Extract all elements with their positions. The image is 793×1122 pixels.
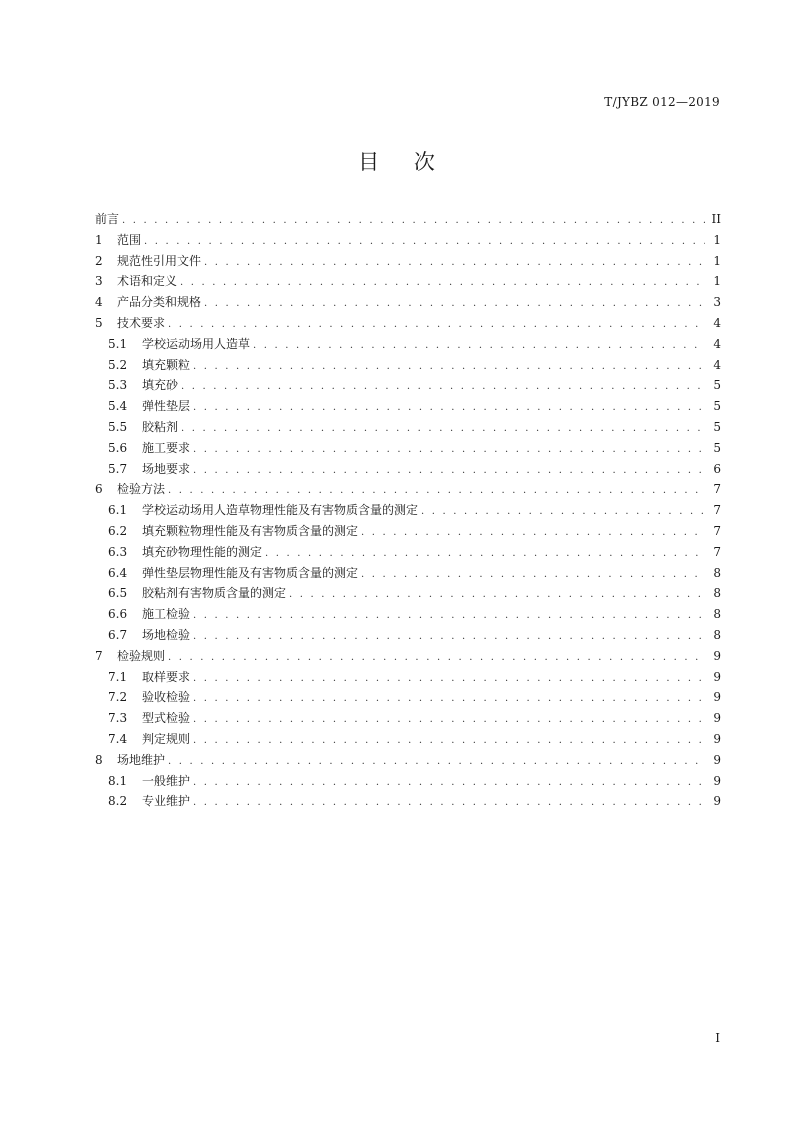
toc-dot-leader bbox=[193, 627, 705, 648]
toc-entry[interactable] bbox=[95, 521, 721, 542]
toc-entry-number: 5.5 bbox=[108, 419, 128, 434]
toc-dot-leader bbox=[193, 773, 705, 794]
toc-entry-page: 1 bbox=[713, 253, 721, 268]
toc-entry-number: 7.4 bbox=[108, 731, 128, 746]
toc-entry-number: 8 bbox=[95, 752, 103, 767]
toc-entry-page: 9 bbox=[713, 794, 721, 809]
toc-dot-leader bbox=[181, 419, 705, 440]
toc-dot-leader bbox=[144, 232, 705, 253]
toc-dot-leader bbox=[193, 731, 705, 752]
toc-entry-label: 产品分类和规格 bbox=[117, 295, 202, 310]
toc-dot-leader bbox=[361, 565, 705, 586]
toc-entry[interactable] bbox=[95, 500, 721, 521]
toc-entry[interactable] bbox=[95, 438, 721, 459]
toc-entry-page: 3 bbox=[713, 295, 721, 310]
toc-dot-leader bbox=[180, 273, 705, 294]
toc-entry[interactable] bbox=[95, 791, 721, 812]
toc-entry[interactable] bbox=[95, 459, 721, 480]
toc-entry[interactable] bbox=[95, 771, 721, 792]
toc-entry-page: 9 bbox=[713, 752, 721, 767]
toc-entry[interactable] bbox=[95, 542, 721, 563]
toc-entry-label: 填充砂 bbox=[142, 378, 179, 393]
toc-entry-label: 前言 bbox=[95, 212, 120, 226]
toc-entry-page: 5 bbox=[713, 378, 721, 393]
toc-entry-label: 胶粘剂 bbox=[142, 419, 179, 434]
toc-entry[interactable] bbox=[95, 687, 721, 708]
toc-entry[interactable] bbox=[95, 563, 721, 584]
toc-entry-label: 学校运动场用人造草物理性能及有害物质含量的测定 bbox=[142, 503, 419, 518]
toc-entry[interactable] bbox=[95, 667, 721, 688]
toc-entry-label: 弹性垫层物理性能及有害物质含量的测定 bbox=[142, 565, 359, 580]
toc-entry-label: 施工检验 bbox=[142, 607, 191, 622]
toc-entry-page: 5 bbox=[713, 399, 721, 414]
toc-entry[interactable] bbox=[95, 334, 721, 355]
toc-dot-leader bbox=[193, 398, 705, 419]
toc-entry-label: 术语和定义 bbox=[117, 274, 178, 289]
toc-dot-leader bbox=[193, 606, 705, 627]
toc-entry-label: 胶粘剂有害物质含量的测定 bbox=[142, 586, 287, 601]
toc-entry-number: 6.1 bbox=[108, 503, 128, 518]
toc-entry-number: 7.3 bbox=[108, 711, 128, 726]
toc-dot-leader bbox=[122, 211, 705, 232]
toc-dot-leader bbox=[193, 461, 705, 482]
toc-entry-page: 7 bbox=[713, 523, 721, 538]
toc-entry[interactable] bbox=[95, 417, 721, 438]
toc-dot-leader bbox=[265, 544, 705, 565]
toc-entry-label: 场地维护 bbox=[117, 752, 166, 767]
toc-entry-label: 场地要求 bbox=[142, 461, 191, 476]
toc-entry[interactable] bbox=[95, 355, 721, 376]
toc-entry-number: 4 bbox=[95, 295, 103, 310]
toc-entry-label: 学校运动场用人造草 bbox=[142, 336, 251, 351]
toc-entry-page: II bbox=[711, 212, 721, 226]
toc-entry[interactable] bbox=[95, 479, 721, 500]
toc-dot-leader bbox=[168, 315, 705, 336]
toc-entry-page: 9 bbox=[713, 648, 721, 663]
toc-entry-page: 1 bbox=[713, 274, 721, 289]
toc-entry-number: 5.7 bbox=[108, 461, 128, 476]
toc-dot-leader bbox=[289, 585, 705, 606]
toc-entry-number: 1 bbox=[95, 232, 103, 247]
toc-entry-page: 8 bbox=[713, 607, 721, 622]
toc-entry-number: 5.4 bbox=[108, 399, 128, 414]
toc-entry-page: 8 bbox=[713, 586, 721, 601]
toc-entry[interactable] bbox=[95, 396, 721, 417]
toc-entry-page: 5 bbox=[713, 440, 721, 455]
toc-entry[interactable] bbox=[95, 313, 721, 334]
toc-entry[interactable] bbox=[95, 230, 721, 251]
toc-entry-number: 5 bbox=[95, 315, 103, 330]
toc-entry-number: 2 bbox=[95, 253, 103, 268]
toc-entry-number: 5.1 bbox=[108, 336, 128, 351]
toc-entry-label: 检验方法 bbox=[117, 482, 166, 497]
toc-entry-page: 6 bbox=[713, 461, 721, 476]
toc-entry[interactable] bbox=[95, 750, 721, 771]
toc-entry-label: 取样要求 bbox=[142, 669, 191, 684]
toc-entry[interactable] bbox=[95, 708, 721, 729]
toc-entry-number: 6.7 bbox=[108, 627, 128, 642]
toc-entry[interactable] bbox=[95, 604, 721, 625]
toc-entry-label: 填充颗粒物理性能及有害物质含量的测定 bbox=[142, 523, 359, 538]
toc-entry[interactable] bbox=[95, 209, 721, 230]
toc-entry-page: 7 bbox=[713, 482, 721, 497]
toc-entry-number: 7.1 bbox=[108, 669, 128, 684]
toc-entry-number: 6.3 bbox=[108, 544, 128, 559]
toc-dot-leader bbox=[253, 336, 705, 357]
toc-dot-leader bbox=[204, 294, 705, 315]
toc-entry[interactable] bbox=[95, 583, 721, 604]
toc-entry[interactable] bbox=[95, 375, 721, 396]
toc-entry-number: 5.2 bbox=[108, 357, 128, 372]
toc-entry-page: 9 bbox=[713, 690, 721, 705]
toc-entry-label: 判定规则 bbox=[142, 731, 191, 746]
toc-entry[interactable] bbox=[95, 625, 721, 646]
toc-entry-page: 8 bbox=[713, 565, 721, 580]
toc-entry[interactable] bbox=[95, 729, 721, 750]
toc-entry-page: 4 bbox=[713, 357, 721, 372]
toc-entry-label: 技术要求 bbox=[117, 315, 166, 330]
toc-dot-leader bbox=[168, 481, 705, 502]
page-title: 目 次 bbox=[358, 150, 449, 174]
toc-entry-label: 范围 bbox=[117, 232, 142, 247]
toc-entry-page: 9 bbox=[713, 773, 721, 788]
toc-entry-number: 6 bbox=[95, 482, 103, 497]
toc-dot-leader bbox=[168, 752, 705, 773]
toc-entry[interactable] bbox=[95, 292, 721, 313]
toc-entry-label: 检验规则 bbox=[117, 648, 166, 663]
toc-entry-page: 7 bbox=[713, 503, 721, 518]
toc-entry-page: 5 bbox=[713, 419, 721, 434]
toc-entry-number: 6.4 bbox=[108, 565, 128, 580]
toc-entry-page: 4 bbox=[713, 336, 721, 351]
toc-entry-label: 专业维护 bbox=[142, 794, 191, 809]
toc-entry-label: 弹性垫层 bbox=[142, 399, 191, 414]
toc-entry-number: 8.1 bbox=[108, 773, 128, 788]
toc-entry-page: 8 bbox=[713, 627, 721, 642]
toc-entry-label: 规范性引用文件 bbox=[117, 253, 202, 268]
toc-dot-leader bbox=[193, 669, 705, 690]
toc-entry-label: 填充颗粒 bbox=[142, 357, 191, 372]
toc-entry-label: 型式检验 bbox=[142, 711, 191, 726]
toc-dot-leader bbox=[193, 357, 705, 378]
toc-entry-number: 6.2 bbox=[108, 523, 128, 538]
toc-dot-leader bbox=[361, 523, 705, 544]
toc-dot-leader bbox=[193, 689, 705, 710]
toc-dot-leader bbox=[181, 377, 705, 398]
toc-entry-number: 6.6 bbox=[108, 607, 128, 622]
toc-entry-label: 施工要求 bbox=[142, 440, 191, 455]
toc-entry-number: 6.5 bbox=[108, 586, 128, 601]
toc-entry-number: 7.2 bbox=[108, 690, 128, 705]
page-number: I bbox=[715, 1031, 720, 1045]
toc-entry[interactable] bbox=[95, 251, 721, 272]
toc-dot-leader bbox=[193, 440, 705, 461]
toc-entry-number: 5.3 bbox=[108, 378, 128, 393]
toc-entry[interactable] bbox=[95, 271, 721, 292]
toc-entry-page: 9 bbox=[713, 669, 721, 684]
toc-entry-page: 9 bbox=[713, 711, 721, 726]
toc-entry-page: 9 bbox=[713, 731, 721, 746]
toc-entry[interactable] bbox=[95, 646, 721, 667]
toc-entry-number: 3 bbox=[95, 274, 103, 289]
standard-code: T/JYBZ 012—2019 bbox=[604, 95, 720, 109]
toc-entry-number: 7 bbox=[95, 648, 103, 663]
toc-entry-label: 验收检验 bbox=[142, 690, 191, 705]
toc-entry-label: 场地检验 bbox=[142, 627, 191, 642]
toc-entry-label: 填充砂物理性能的测定 bbox=[142, 544, 263, 559]
toc-entry-page: 7 bbox=[713, 544, 721, 559]
toc-dot-leader bbox=[421, 502, 705, 523]
toc-entry-number: 5.6 bbox=[108, 440, 128, 455]
table-of-contents bbox=[95, 209, 721, 812]
toc-dot-leader bbox=[204, 253, 705, 274]
toc-entry-page: 4 bbox=[713, 315, 721, 330]
toc-entry-page: 1 bbox=[713, 232, 721, 247]
toc-entry-number: 8.2 bbox=[108, 794, 128, 809]
toc-entry-label: 一般维护 bbox=[142, 773, 191, 788]
toc-dot-leader bbox=[168, 648, 705, 669]
toc-dot-leader bbox=[193, 793, 705, 814]
toc-dot-leader bbox=[193, 710, 705, 731]
